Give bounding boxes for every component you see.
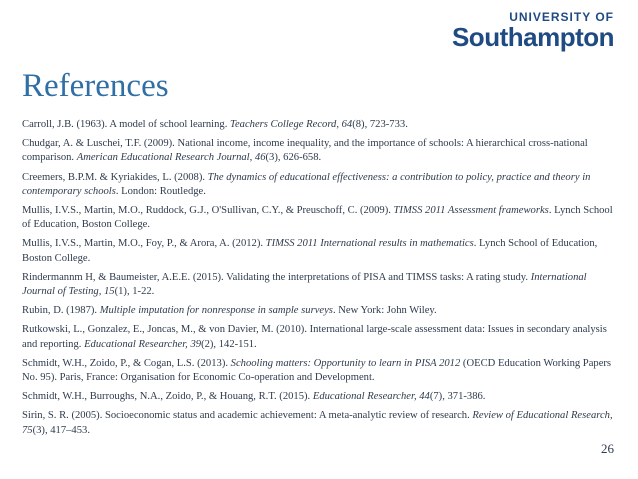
reference-text: (1), 1-22.: [114, 286, 155, 298]
reference-list: [22, 118, 618, 443]
reference-item: [22, 271, 618, 299]
reference-italic: International Journal of Testing, 15: [22, 271, 587, 298]
reference-text: Sirin, S. R. (2005). Socioeconomic status and academic achievement: A meta-analytic review of research.: [22, 410, 473, 422]
reference-item: [22, 357, 618, 385]
reference-italic: TIMSS 2011 International results in mathematics: [265, 238, 474, 250]
slide-title: References: [22, 68, 169, 104]
reference-text: . New York: John Wiley.: [332, 305, 437, 317]
reference-text: (3), 417–453.: [32, 424, 90, 436]
reference-item: [22, 137, 618, 165]
reference-text: Mullis, I.V.S., Martin, M.O., Foy, P., & Arora, A. (2012).: [22, 238, 266, 250]
reference-italic: Educational Researcher, 44: [312, 391, 430, 403]
logo-line-southampton: Southampton: [451, 22, 614, 52]
reference-italic: Schooling matters: Opportunity to learn in PISA 2012: [230, 357, 461, 369]
reference-text: (2), 142-151.: [201, 338, 257, 350]
university-logo: [452, 10, 614, 50]
reference-italic: Multiple imputation for nonresponse in sample surveys: [99, 305, 333, 317]
reference-text: . Lynch School of Education, Boston College.: [22, 238, 598, 264]
page-number: 26: [601, 441, 614, 456]
reference-italic: Review of Educational Research, 75: [22, 410, 613, 436]
reference-italic: American Educational Research Journal, 46: [76, 152, 266, 164]
reference-item: [22, 118, 618, 132]
reference-text: Mullis, I.V.S., Martin, M.O., Ruddock, G.J., O'Sullivan, C.Y., & Preuschoff, C. (2009).: [22, 205, 394, 217]
reference-text: Carroll, J.B. (1963). A model of school learning.: [22, 119, 231, 130]
reference-text: (3), 626-658.: [265, 152, 322, 164]
reference-item: [22, 171, 618, 199]
reference-italic: Educational Researcher, 39: [84, 338, 202, 350]
reference-text: Rindermannm H, & Baumeister, A.E.E. (2015). Validating the interpretations of PISA and TIMSS tasks: A rating study.: [22, 271, 531, 283]
reference-text: (OECD Education Working Papers No. 95). Paris, France: Organisation for Economic Co-operation and Development.: [22, 357, 612, 384]
reference-item: [22, 323, 618, 351]
reference-text: Schmidt, W.H., Burroughs, N.A., Zoido, P., & Houang, R.T. (2015).: [22, 391, 313, 403]
reference-item: [22, 390, 618, 404]
reference-text: Rubin, D. (1987).: [22, 305, 100, 317]
reference-text: Creemers, B.P.M. & Kyriakides, L. (2008).: [22, 171, 208, 183]
reference-text: Rutkowski, L., Gonzalez, E., Joncas, M., & von Davier, M. (2010). International large-scale assessment data: Issues in secondary analysis and reporting.: [22, 324, 607, 350]
reference-text: Chudgar, A. & Luschei, T.F. (2009). National income, income inequality, and the importance of schools: A hierarchical cross-national comparison.: [22, 138, 588, 164]
reference-item: [22, 204, 618, 232]
reference-item: [22, 409, 618, 437]
reference-text: (7), 371-386.: [429, 391, 486, 403]
reference-italic: The dynamics of educational effectiveness: a contribution to policy, practice and theory in contemporary schools: [22, 171, 591, 197]
reference-text: . Lynch School of Education, Boston College.: [22, 205, 613, 231]
reference-item: [22, 237, 618, 265]
reference-item: [22, 304, 618, 318]
logo-line-university-of: UNIVERSITY OF: [509, 10, 614, 24]
reference-italic: Teachers College Record, 64: [230, 119, 353, 130]
reference-italic: TIMSS 2011 Assessment frameworks: [393, 205, 549, 217]
reference-text: . London: Routledge.: [115, 185, 206, 197]
reference-text: (8), 723-733.: [352, 119, 408, 130]
reference-text: Schmidt, W.H., Zoido, P., & Cogan, L.S. (2013).: [22, 357, 231, 369]
